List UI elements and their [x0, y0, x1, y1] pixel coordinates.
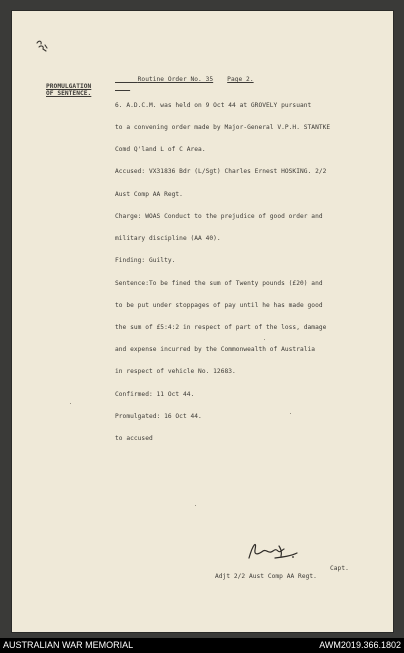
paper-speck	[264, 339, 265, 340]
body-line: Finding: Guilty.	[115, 257, 176, 265]
body-line: Promulgated: 16 Oct 44.	[115, 412, 202, 420]
side-heading	[46, 83, 91, 98]
body-line: to accused	[115, 435, 153, 443]
handwritten-mark	[33, 37, 57, 57]
body-line: the sum of £5:4:2 in respect of part of the loss, damage	[115, 324, 327, 331]
order-body	[115, 87, 330, 457]
accession-number: AWM2019.366.1802	[319, 640, 401, 650]
body-line: Comd Q'land L of C Area.	[115, 146, 206, 154]
body-line: 6. A.D.C.M. was held on 9 Oct 44 at GROVELY pursuant	[115, 101, 312, 109]
body-line: to a convening order made by Major-General V.P.H. STANTKE	[115, 124, 331, 132]
body-line: Charge: WOAS Conduct to the prejudice of good order and	[115, 212, 323, 220]
body-line: Confirmed: 11 Oct 44.	[115, 390, 195, 398]
body-line: military discipline (AA 40).	[115, 235, 221, 243]
caption-bar	[0, 638, 404, 653]
paper-speck	[195, 505, 196, 506]
body-line: Aust Comp AA Regt.	[115, 190, 183, 198]
document-page	[12, 11, 393, 632]
body-line: Accused: VX31836 Bdr (L/Sgt) Charles Ernest HOSKING. 2/2	[115, 168, 327, 176]
side-heading-line-2: OF SENTENCE.	[46, 90, 92, 98]
signature-title: Adjt 2/2 Aust Comp AA Regt.	[215, 573, 317, 580]
body-line: to be put under stoppages of pay until he has made good	[115, 301, 323, 309]
side-heading-line-1: PROMULGATION	[46, 83, 92, 90]
handwritten-signature	[235, 536, 305, 566]
body-line: in respect of vehicle No. 12683.	[115, 368, 236, 376]
page-number: Page 2.	[227, 76, 254, 84]
paper-speck	[70, 403, 71, 404]
paper-speck	[290, 413, 291, 414]
order-number: Routine Order No. 35	[137, 76, 214, 84]
institution-name: AUSTRALIAN WAR MEMORIAL	[3, 640, 134, 650]
body-line: and expense incurred by the Commonwealth of Australia	[115, 346, 316, 354]
body-line: Sentence:To be fined the sum of Twenty pounds (£20) and	[115, 279, 323, 287]
signature-rank: Capt.	[330, 565, 349, 572]
